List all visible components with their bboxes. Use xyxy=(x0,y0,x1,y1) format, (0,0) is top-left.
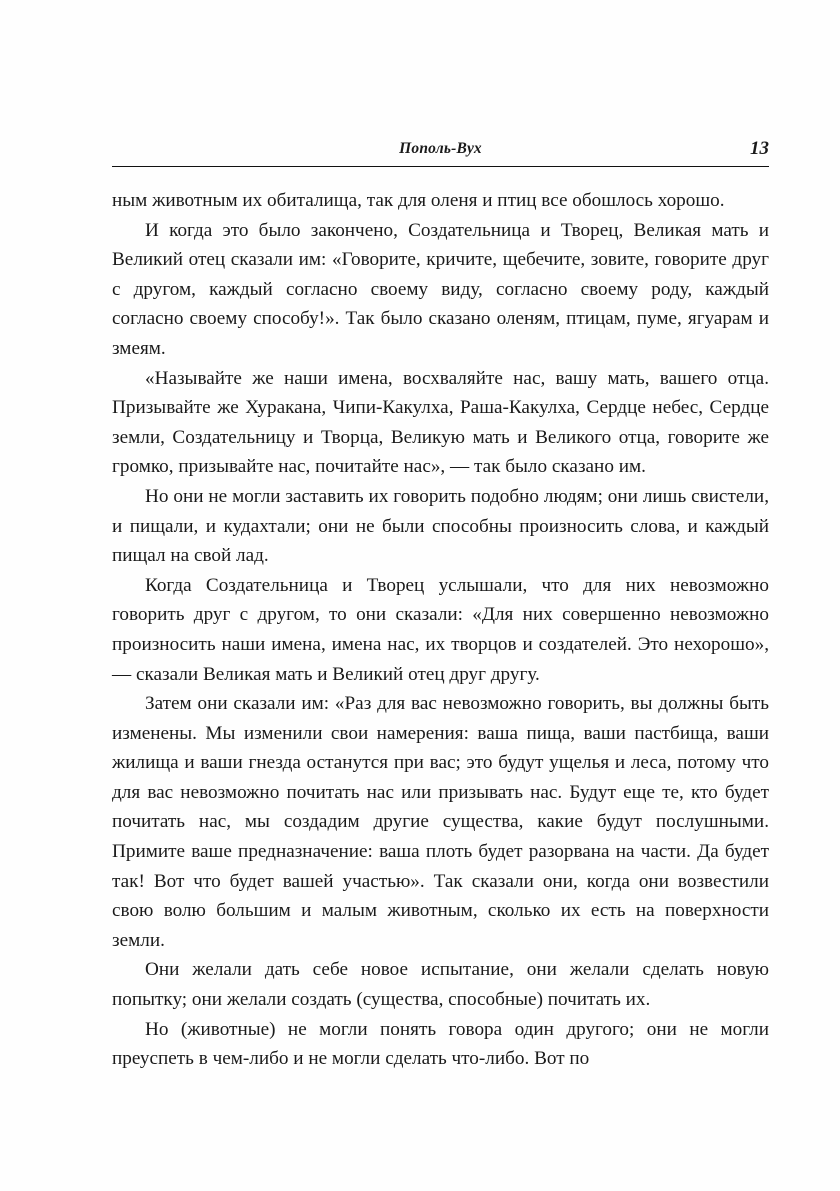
paragraph: И когда это было закончено, Создательница и Творец, Великая мать и Великий отец сказали им: «Говорите, кричите, щебечите, зовите, говорите друг с другом, каждый согласно своему виду, согласно своему роду, каждый согласно своему способу!». Так было сказано оленям, птицам, пуме, ягуарам и змеям. xyxy=(112,219,769,359)
body-text xyxy=(112,186,769,1074)
running-title: Пополь-Вух xyxy=(399,140,482,157)
page-number: 13 xyxy=(750,138,769,159)
header-rule xyxy=(112,166,769,167)
page-content xyxy=(112,130,769,1074)
paragraph: Когда Создательница и Творец услышали, что для них невозможно говорить друг с другом, то они сказали: «Для них совершенно невозможно произносить наши имена, имена нас, их творцов и создателей. Это нехорошо», — сказали Великая мать и Великий отец друг другу. xyxy=(112,574,769,685)
page-header xyxy=(112,130,769,160)
paragraph: Но они не могли заставить их говорить подобно людям; они лишь свистели, и пищали, и кудахтали; они не были способны произносить слова, и каждый пищал на свой лад. xyxy=(112,485,769,567)
paragraph: «Называйте же наши имена, восхваляйте нас, вашу мать, вашего отца. Призывайте же Хуракана, Чипи-Какулха, Раша-Какулха, Сердце небес, Сердце земли, Создательницу и Творца, Великую мать и Великого отца, говорите же громко, призывайте нас, почитайте нас», — так было сказано им. xyxy=(112,367,769,478)
paragraph: Но (животные) не могли понять говора один другого; они не могли преуспеть в чем-либо и не могли сделать что-либо. Вот по xyxy=(112,1018,769,1070)
paragraph: ным животным их обиталища, так для оленя и птиц все обошлось хорошо. xyxy=(112,190,725,211)
paragraph: Они желали дать себе новое испытание, они желали сделать новую попытку; они желали создать (существа, способные) почитать их. xyxy=(112,959,769,1011)
paragraph: Затем они сказали им: «Раз для вас невозможно говорить, вы должны быть изменены. Мы изменили свои намерения: ваша пища, ваши пастбища, ваши жилища и ваши гнезда останутся при вас; это будут ущелья и леса, потому что для вас невозможно почитать нас или призывать нас. Будут еще те, кто будет почитать нас, мы создадим другие существа, какие будут послушными. Примите ваше предназначение: ваша плоть будет разорвана на части. Да будет так! Вот что будет вашей участью». Так сказали они, когда они возвестили свою волю большим и малым животным, сколько их есть на поверхности земли. xyxy=(112,693,769,951)
